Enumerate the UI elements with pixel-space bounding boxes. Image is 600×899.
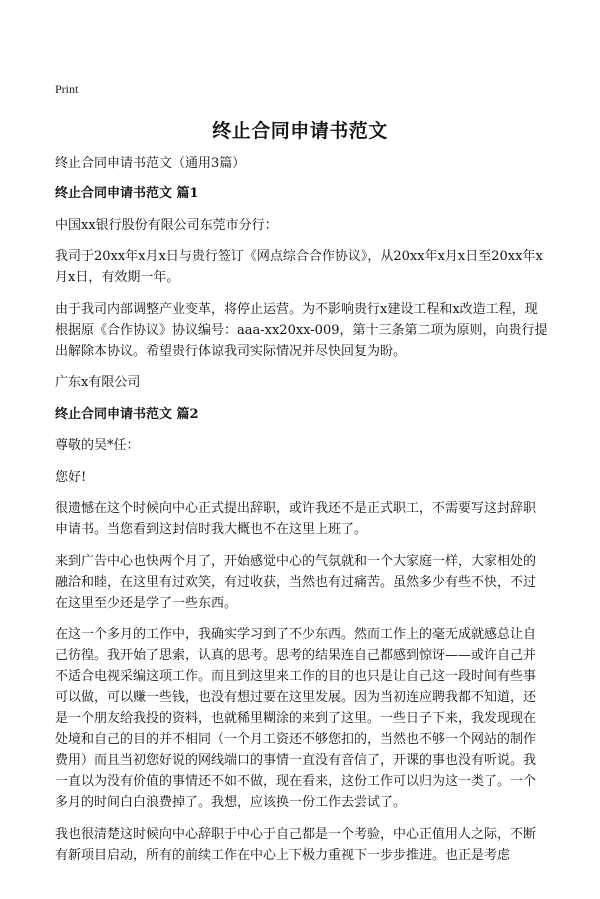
page-title: 终止合同申请书范文 xyxy=(212,120,388,142)
paragraph: 由于我司内部调整产业变革，将停止运营。为不影响贵行x建设工程和x改造工程，现根据原《合作协议》协议编号：aaa-xx20xx-009，第十三条第二项为原则，向贵行提出解除本协议。希望贵行体谅我司实际情况并尽快回复为盼。 xyxy=(55,301,548,359)
section-heading-1: 终止合同申请书范文 篇1 xyxy=(55,186,199,201)
paragraph: 尊敬的吴*任： xyxy=(55,438,140,453)
paragraph: 来到广告中心也快两个月了，开始感觉中心的气氛就和一个大家庭一样，大家相处的融洽和睦，在这里有过欢笑，有过收获，当然也有过痛苦。虽然多少有些不快，不过在这里至少还是学了一些东西。 xyxy=(55,553,537,611)
document-body xyxy=(55,153,548,876)
paragraph: 我司于20xx年x月x日与贵行签订《网点综合合作协议》，从20xx年x月x日至20xx年x月x日，有效期一年。 xyxy=(55,249,543,285)
paragraph: 您好! xyxy=(55,469,87,485)
document-subtitle: 终止合同申请书范文（通用3篇） xyxy=(55,156,246,171)
paragraph: 广东x有限公司 xyxy=(55,375,141,390)
paragraph: 在这一个多月的工作中，我确实学习到了不少东西。然而工作上的毫无成就感总让自己彷徨。我开始了思索，认真的思考。思考的结果连自己都感到惊讶——或许自己并不适合电视采编这项工作。而且到这里来工作的目的也只是让自己这一段时间有些事可以做，可以赚一些钱，也没有想过要在这里发展。因为当初连应聘我都不知道，还是一个朋友给我投的资料，也就稀里糊涂的来到了这里。一些日子下来，我发现现在处境和自己的目的并不相同（一个月工资还不够您扣的，当然也不够一个网站的制作费用）而且当初您好说的网线端口的事情一直没有音信了，开课的事也没有听说。我一直以为没有价值的事情还不如不做，现在看来，这份工作可以归为这一类了。一个多月的时间白白浪费掉了。我想，应该换一份工作去尝试了。 xyxy=(55,627,537,810)
paragraph: 很遗憾在这个时候向中心正式提出辞职，或许我还不是正式职工，不需要写这封辞职申请书。当您看到这封信时我大概也不在这里上班了。 xyxy=(55,501,537,537)
print-link[interactable]: Print xyxy=(55,82,79,96)
section-heading-2: 终止合同申请书范文 篇2 xyxy=(55,406,199,422)
paragraph: 中国xx银行股份有限公司东莞市分行： xyxy=(55,217,278,233)
paragraph: 我也很清楚这时候向中心辞职于中心于自己都是一个考验，中心正值用人之际，不断有新项目启动，所有的前续工作在中心上下极力重视下一步步推进。也正是考虑 xyxy=(55,826,537,863)
